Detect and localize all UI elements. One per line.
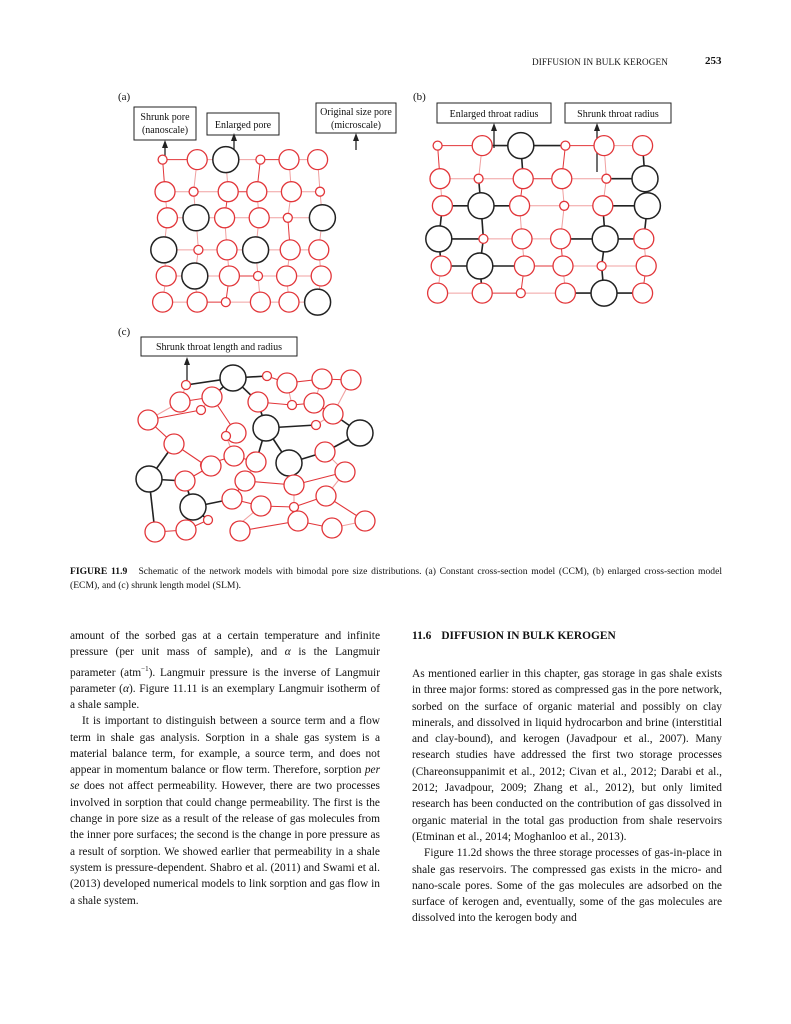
symbol-alpha: α bbox=[122, 682, 129, 695]
callout-shrunk-pore-line2: (nanoscale) bbox=[141, 125, 189, 136]
right-paragraph-2: Figure 11.2d shows the three storage processes of gas-in-place in shale gas reservoirs. The compressed gas exists in the micro- and nano-scale pores. Some of the gas molecules are adsorbed on the surface of kerogen and, eventually, some of the gas molecules are dissolved into the kerogen body and bbox=[412, 847, 722, 925]
small-pore bbox=[187, 292, 207, 312]
small-pore bbox=[246, 452, 266, 472]
small-pore bbox=[510, 196, 530, 216]
symbol-alpha: α bbox=[284, 646, 291, 659]
small-pore bbox=[308, 150, 328, 170]
text-run: ). Figure 11.11 is an exemplary Langmuir isotherm of a shale sample. bbox=[70, 682, 381, 711]
callout-enlarged-pore-text: Enlarged pore bbox=[214, 120, 272, 131]
caption-label: FIGURE 11.9 bbox=[70, 566, 128, 577]
small-pore bbox=[323, 404, 343, 424]
small-pore bbox=[594, 136, 614, 156]
right-paragraph-1: As mentioned earlier in this chapter, gas storage in gas shale exists in three major forms: stored as compressed gas in the pore network, sorbed on the surface of organic material and possibly on clay minerals, and dissolved in liquid hydrocarbon and brine (interstitial and clay-bound), and kerogen (Javadpour et al., 2007). Many research studies have addressed the first two storage processes (Chareonsuppanimit et al., 2012; Civan et al., 2012; Darabi et al., 2012; Javadpour, 2009; Zhang et al., 2012), but only limited research has been conducted on the contribution of gas dissolved in organic material in the total gas production from shale reservoirs (Etminan et al., 2014; Moghanloo et al., 2013). bbox=[412, 668, 722, 843]
small-pore bbox=[432, 196, 452, 216]
small-pore bbox=[194, 245, 203, 254]
network-panel-b bbox=[426, 133, 661, 307]
callout-shrunk-pore bbox=[134, 107, 196, 162]
small-pore bbox=[219, 266, 239, 286]
small-pore bbox=[230, 521, 250, 541]
callout-original-pore-line2: (microscale) bbox=[331, 120, 381, 131]
small-pore bbox=[514, 256, 534, 276]
small-pore bbox=[222, 489, 242, 509]
small-pore bbox=[560, 201, 569, 210]
small-pore bbox=[472, 283, 492, 303]
small-pore bbox=[157, 208, 177, 228]
large-pore bbox=[468, 193, 494, 219]
small-pore bbox=[513, 169, 533, 189]
small-pore bbox=[512, 229, 532, 249]
small-pore bbox=[277, 373, 297, 393]
large-pore bbox=[632, 166, 658, 192]
small-pore bbox=[633, 283, 653, 303]
panel-c-label: (c) bbox=[118, 326, 131, 338]
small-pore bbox=[312, 421, 321, 430]
small-pore bbox=[312, 369, 332, 389]
large-pore bbox=[276, 450, 302, 476]
left-column bbox=[70, 628, 380, 909]
small-pore bbox=[250, 292, 270, 312]
small-pore bbox=[290, 503, 299, 512]
small-pore bbox=[155, 182, 175, 202]
small-pore bbox=[221, 298, 230, 307]
small-pore bbox=[197, 406, 206, 415]
large-pore bbox=[634, 193, 660, 219]
small-pore bbox=[279, 150, 299, 170]
large-pore bbox=[309, 205, 335, 231]
left-paragraph-1 bbox=[70, 628, 380, 713]
small-pore bbox=[322, 518, 342, 538]
network-panel-a bbox=[151, 147, 336, 316]
small-pore bbox=[256, 155, 265, 164]
small-pore bbox=[311, 266, 331, 286]
large-pore bbox=[253, 415, 279, 441]
callout-original-pore-line1: Original size pore bbox=[320, 107, 392, 118]
large-pore bbox=[592, 226, 618, 252]
small-pore bbox=[288, 401, 297, 410]
callout-original-pore bbox=[316, 103, 396, 150]
small-pore bbox=[218, 182, 238, 202]
callout-enlarged-throat-text: Enlarged throat radius bbox=[449, 109, 539, 120]
callout-enlarged-throat bbox=[437, 103, 551, 148]
small-pore bbox=[156, 266, 176, 286]
callout-shrunk-throat-text: Shrunk throat radius bbox=[577, 109, 659, 120]
large-pore bbox=[467, 253, 493, 279]
small-pore bbox=[636, 256, 656, 276]
section-title: DIFFUSION IN BULK KEROGEN bbox=[441, 630, 616, 642]
callout-shrunk-throat bbox=[565, 103, 671, 172]
running-header: DIFFUSION IN BULK KEROGEN bbox=[532, 57, 668, 67]
large-pore bbox=[213, 147, 239, 173]
small-pore bbox=[251, 496, 271, 516]
large-pore bbox=[182, 263, 208, 289]
small-pore bbox=[284, 475, 304, 495]
small-pore bbox=[204, 516, 213, 525]
small-pore bbox=[170, 392, 190, 412]
italic-run: per se bbox=[70, 764, 380, 793]
page-number: 253 bbox=[705, 55, 722, 67]
left-paragraph-2 bbox=[70, 713, 380, 909]
small-pore bbox=[224, 446, 244, 466]
panel-b-label: (b) bbox=[413, 91, 426, 103]
large-pore bbox=[426, 226, 452, 252]
large-pore bbox=[136, 466, 162, 492]
superscript: −1 bbox=[141, 664, 149, 673]
right-column bbox=[412, 628, 722, 927]
caption-text: Schematic of the network models with bimodal pore size distributions. (a) Constant cross-section model (CCM), (b) enlarged cross-section model (ECM), and (c) shrunk length model (SLM). bbox=[70, 566, 723, 591]
small-pore bbox=[602, 174, 611, 183]
callout-enlarged-pore bbox=[207, 113, 279, 150]
small-pore bbox=[248, 392, 268, 412]
small-pore bbox=[164, 434, 184, 454]
large-pore bbox=[243, 237, 269, 263]
small-pore bbox=[263, 372, 272, 381]
small-pore bbox=[153, 292, 173, 312]
large-pore bbox=[508, 133, 534, 159]
small-pore bbox=[279, 292, 299, 312]
small-pore bbox=[304, 393, 324, 413]
small-pore bbox=[335, 462, 355, 482]
small-pore bbox=[222, 432, 231, 441]
large-pore bbox=[183, 205, 209, 231]
large-pore bbox=[151, 237, 177, 263]
small-pore bbox=[215, 208, 235, 228]
figure-caption bbox=[70, 565, 722, 593]
small-pore bbox=[201, 456, 221, 476]
small-pore bbox=[428, 283, 448, 303]
small-pore bbox=[552, 169, 572, 189]
panel-a-label: (a) bbox=[118, 91, 131, 103]
text-run: It is important to distinguish between a source term and a flow term in shale gas analysis. Sorption in a shale gas system is a material balance term, for example, a source term, and does not appear in momentum balance or flow term. Therefore, sorption bbox=[70, 715, 380, 777]
small-pore bbox=[430, 169, 450, 189]
small-pore bbox=[433, 141, 442, 150]
small-pore bbox=[479, 234, 488, 243]
small-pore bbox=[189, 187, 198, 196]
small-pore bbox=[316, 187, 325, 196]
small-pore bbox=[472, 136, 492, 156]
small-pore bbox=[553, 256, 573, 276]
large-pore bbox=[220, 365, 246, 391]
small-pore bbox=[158, 155, 167, 164]
small-pore bbox=[593, 196, 613, 216]
small-pore bbox=[254, 272, 263, 281]
small-pore bbox=[633, 136, 653, 156]
small-pore bbox=[175, 471, 195, 491]
small-pore bbox=[516, 289, 525, 298]
small-pore bbox=[474, 174, 483, 183]
small-pore bbox=[561, 141, 570, 150]
text-run: ). Langmuir pressure is the inverse of Langmuir parameter ( bbox=[70, 666, 380, 695]
large-pore bbox=[591, 280, 617, 306]
section-number: 11.6 bbox=[412, 630, 432, 642]
small-pore bbox=[277, 266, 297, 286]
small-pore bbox=[551, 229, 571, 249]
small-pore bbox=[309, 240, 329, 260]
small-pore bbox=[315, 442, 335, 462]
callout-shrunk-pore-line1: Shrunk pore bbox=[140, 112, 190, 123]
text-run: does not affect permeability. However, there are two processes involved in sorption that could change permeability. The first is the change in pore size as a result of the release of gas molecules from the inner pore surfaces; the second is the change in pore pressure as a result of sorption. We showed earlier that permeability in a shale system is pressure-dependent. Shabro et al. (2011) and Swami et al. (2013) developed numerical models to link sorption and gas flow in a shale system. bbox=[70, 780, 380, 907]
small-pore bbox=[431, 256, 451, 276]
small-pore bbox=[283, 213, 292, 222]
small-pore bbox=[341, 370, 361, 390]
small-pore bbox=[145, 522, 165, 542]
small-pore bbox=[316, 486, 336, 506]
small-pore bbox=[597, 262, 606, 271]
small-pore bbox=[280, 240, 300, 260]
text-run: is the Langmuir parameter (atm bbox=[70, 646, 380, 679]
small-pore bbox=[138, 410, 158, 430]
section-heading bbox=[412, 628, 722, 644]
small-pore bbox=[355, 511, 375, 531]
small-pore bbox=[235, 471, 255, 491]
text-run: amount of the sorbed gas at a certain temperature and infinite pressure (per unit mass of sample), and bbox=[70, 630, 380, 659]
network-panel-c bbox=[136, 365, 375, 542]
small-pore bbox=[187, 150, 207, 170]
small-pore bbox=[202, 387, 222, 407]
small-pore bbox=[634, 229, 654, 249]
large-pore bbox=[180, 494, 206, 520]
small-pore bbox=[182, 381, 191, 390]
small-pore bbox=[247, 182, 267, 202]
small-pore bbox=[281, 182, 301, 202]
small-pore bbox=[176, 520, 196, 540]
callout-shrunk-length-text: Shrunk throat length and radius bbox=[155, 342, 283, 353]
small-pore bbox=[217, 240, 237, 260]
large-pore bbox=[347, 420, 373, 446]
small-pore bbox=[249, 208, 269, 228]
large-pore bbox=[305, 289, 331, 315]
small-pore bbox=[288, 511, 308, 531]
small-pore bbox=[555, 283, 575, 303]
